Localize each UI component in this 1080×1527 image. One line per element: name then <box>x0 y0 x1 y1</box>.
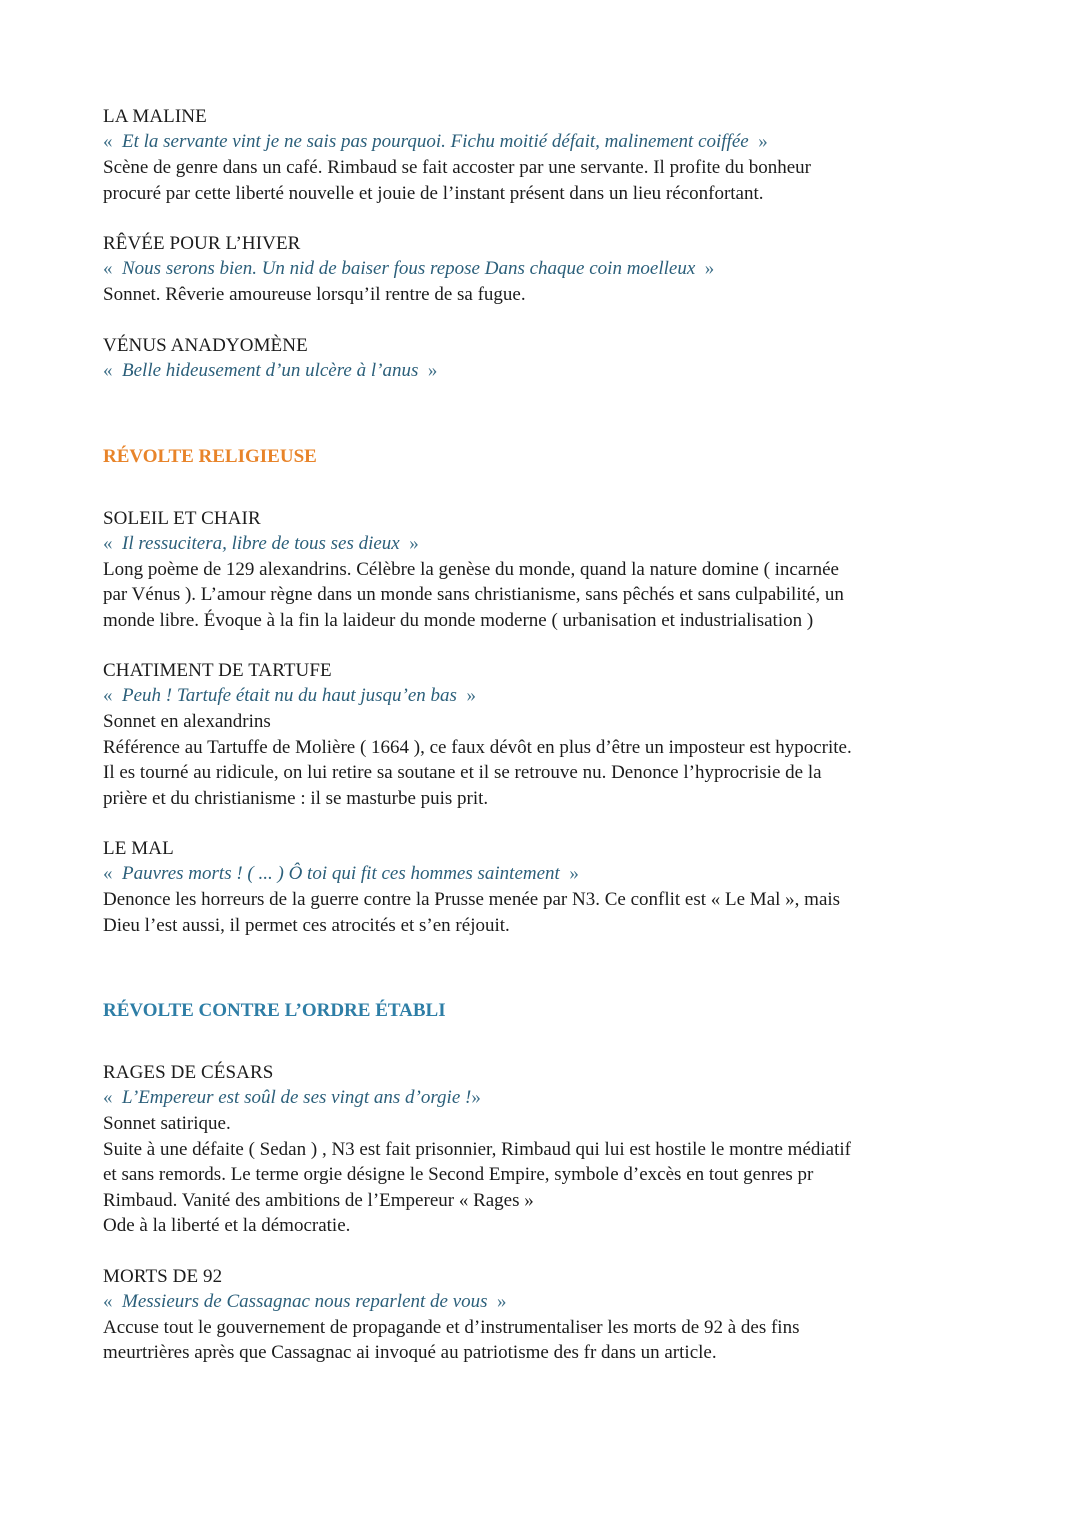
entry-morts-de-92 <box>103 1264 983 1366</box>
entry-quote <box>103 129 983 155</box>
quote-close-mark: » <box>427 359 438 381</box>
description-line: prière et du christianisme : il se masturbe puis prit. <box>103 787 489 809</box>
description-line: Suite à une défaite ( Sedan ) , N3 est fait prisonnier, Rimbaud qui lui est hostile le montre médiatif <box>103 1138 851 1160</box>
quote-text: Pauvres morts ! ( ... ) Ô toi qui fit ces hommes saintement <box>122 863 560 884</box>
entry-quote <box>103 1085 983 1111</box>
description-line: Sonnet en alexandrins <box>103 711 271 732</box>
quote-text: Et la servante vint je ne sais pas pourquoi. Fichu moitié défait, malinement coiffée <box>122 131 749 152</box>
entry-quote <box>103 358 983 384</box>
entry-description <box>103 887 983 938</box>
entry-title: MORTS DE 92 <box>103 1265 223 1287</box>
entry-description <box>103 709 983 811</box>
quote-close-mark: » <box>704 258 715 279</box>
quote-open-mark: « <box>103 685 113 706</box>
entry-quote <box>103 1289 983 1315</box>
entry-chatiment-de-tartufe <box>103 658 983 811</box>
description-line: Denonce les horreurs de la guerre contre la Prusse menée par N3. Ce conflit est « Le Mal », mais <box>103 889 841 910</box>
quote-close-mark: » <box>471 1087 481 1108</box>
quote-close-mark: » <box>569 863 579 884</box>
entry-title: CHATIMENT DE TARTUFE <box>103 660 332 681</box>
section-heading-revolte-religieuse: RÉVOLTE RELIGIEUSE <box>103 445 317 467</box>
entry-description <box>103 1315 983 1366</box>
quote-text: Peuh ! Tartufe était nu du haut jusqu’en bas <box>122 685 457 706</box>
entry-description <box>103 282 983 308</box>
quote-close-mark: » <box>409 532 419 554</box>
document-page <box>103 104 983 1366</box>
entry-description <box>103 557 983 634</box>
quote-text: L’Empereur est soûl de ses vingt ans d’orgie ! <box>122 1087 472 1108</box>
entry-quote <box>103 256 983 282</box>
description-line: Sonnet. Rêverie amoureuse lorsqu’il rentre de sa fugue. <box>103 284 526 305</box>
entry-quote <box>103 861 983 887</box>
description-line: procuré par cette liberté nouvelle et jouie de l’instant présent dans un lieu réconfortant. <box>103 182 764 204</box>
quote-open-mark: « <box>103 1087 113 1108</box>
entry-la-maline <box>103 104 983 206</box>
quote-close-mark: » <box>758 131 768 152</box>
quote-text: Il ressucitera, libre de tous ses dieux <box>122 532 400 554</box>
entry-le-mal <box>103 836 983 938</box>
entry-quote <box>103 531 983 557</box>
description-line: Scène de genre dans un café. Rimbaud se fait accoster par une servante. Il profite du bonheur <box>103 157 811 178</box>
quote-open-mark: « <box>103 863 113 884</box>
quote-text: Belle hideusement d’un ulcère à l’anus <box>122 359 419 381</box>
entry-venus-anadyomene <box>103 333 983 384</box>
entry-rages-de-cesars <box>103 1060 983 1239</box>
quote-open-mark: « <box>103 1290 113 1312</box>
quote-text: Messieurs de Cassagnac nous reparlent de vous <box>122 1290 488 1312</box>
entry-revee-pour-lhiver <box>103 231 983 308</box>
description-line: Dieu l’est aussi, il permet ces atrocités et s’en réjouit. <box>103 914 510 936</box>
entry-title: LA MALINE <box>103 106 207 127</box>
section-heading-revolte-ordre-etabli: RÉVOLTE CONTRE L’ORDRE ÉTABLI <box>103 1000 446 1021</box>
quote-close-mark: » <box>466 685 476 706</box>
description-line: Il es tourné au ridicule, on lui retire sa soutane et il se retrouve nu. Denonce l’hyprocrisie de la <box>103 762 822 783</box>
description-line: Rimbaud. Vanité des ambitions de l’Empereur « Rages » <box>103 1189 534 1211</box>
entry-quote <box>103 683 983 709</box>
description-line: monde libre. Évoque à la fin la laideur du monde moderne ( urbanisation et industrialisation ) <box>103 609 814 631</box>
description-line: Ode à la liberté et la démocratie. <box>103 1215 351 1236</box>
description-line: Référence au Tartuffe de Molière ( 1664 ), ce faux dévôt en plus d’être un imposteur est hypocrite. <box>103 736 852 758</box>
entry-title: LE MAL <box>103 838 174 859</box>
quote-close-mark: » <box>497 1290 507 1312</box>
description-line: et sans remords. Le terme orgie désigne le Second Empire, symbole d’excès en tout genres pr <box>103 1164 814 1185</box>
entry-description <box>103 155 983 206</box>
entry-soleil-et-chair <box>103 506 983 634</box>
quote-open-mark: « <box>103 131 113 152</box>
quote-text: Nous serons bien. Un nid de baiser fous repose Dans chaque coin moelleux <box>122 258 696 279</box>
quote-open-mark: « <box>103 532 113 554</box>
description-line: par Vénus ). L’amour règne dans un monde sans christianisme, sans pêchés et sans culpabilité, un <box>103 584 844 605</box>
entry-title: RÊVÉE POUR L’HIVER <box>103 233 301 254</box>
entry-title: VÉNUS ANADYOMÈNE <box>103 334 308 356</box>
entry-title: RAGES DE CÉSARS <box>103 1062 274 1083</box>
description-line: Accuse tout le gouvernement de propagande et d’instrumentaliser les morts de 92 à des fins <box>103 1316 800 1338</box>
description-line: Sonnet satirique. <box>103 1113 231 1134</box>
description-line: meurtrières après que Cassagnac ai invoqué au patriotisme des fr dans un article. <box>103 1342 717 1363</box>
entry-title: SOLEIL ET CHAIR <box>103 507 261 529</box>
quote-open-mark: « <box>103 359 113 381</box>
quote-open-mark: « <box>103 258 113 279</box>
description-line: Long poème de 129 alexandrins. Célèbre la genèse du monde, quand la nature domine ( incarnée <box>103 558 839 580</box>
entry-description <box>103 1111 983 1239</box>
